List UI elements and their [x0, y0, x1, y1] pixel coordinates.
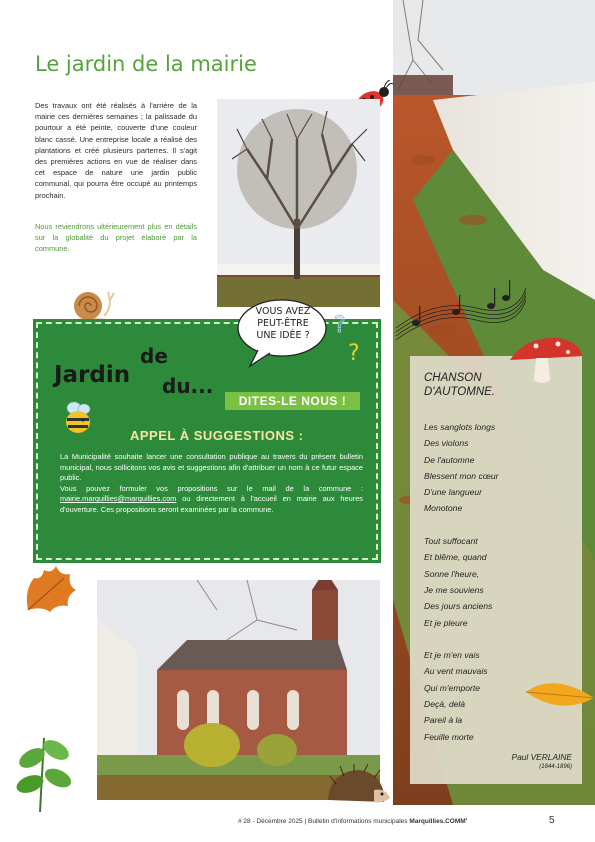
poem-line: Feuille morte: [424, 731, 474, 742]
suggestion-text: [60, 452, 363, 516]
intro-paragraph: Des travaux ont été réalisés à l'arrière de la mairie ces dernières semaines ; la palissade du pourtour a été peinte, couverte d'une couleur blanc cassé. Une entreprise locale a réalisé des plantations et créé plusieurs parterres. Il s'agit des premières actions en vue de réaliser dans cet espace de nature une jardin public communal, qui pourra être occupé au printemps prochain.: [35, 101, 197, 200]
poem-line: Je me souviens: [424, 584, 484, 595]
jardin-title-du: du...: [162, 374, 214, 398]
poem-line: Qui m'emporte: [424, 682, 481, 693]
poem-line: [424, 631, 499, 647]
poem-years: (1844-1896): [539, 764, 572, 770]
svg-text:?: ?: [348, 341, 360, 366]
bee-icon: [62, 400, 94, 441]
poem-line: Et je m'en vais: [424, 650, 480, 661]
page-title: Le jardin de la mairie: [35, 52, 257, 76]
intro-note: Nous reviendrons ultérieurement plus en détails sur la globalité du projet élaboré par la commune.: [35, 222, 197, 254]
bubble-text: VOUS AVEZ PEUT-ÊTRE UNE IDÉE ?: [255, 306, 311, 341]
poem-line: Et blême, quand: [424, 552, 487, 563]
green-leaves-icon: [10, 728, 80, 819]
poem-line: Sonne l'heure,: [424, 568, 480, 579]
poem-line: Des violons: [424, 438, 469, 449]
poem-line: D'une langueur: [424, 487, 483, 498]
page-number: 5: [549, 815, 555, 826]
email-link[interactable]: mairie.marquillies@marquillies.com: [60, 494, 177, 504]
poem-author: Paul VERLAINE: [511, 752, 572, 762]
poem-line: Deçà, delà: [424, 699, 466, 710]
footer: # 28 - Décembre 2025 | Bulletin d'informations municipales Marquillies.COMM': [238, 818, 468, 825]
question-mark-icon: [332, 310, 366, 375]
poem-line: Blessent mon cœur: [424, 470, 499, 481]
suggestion-paragraph-1: La Municipalité souhaite lancer une consultation publique au travers du présent bulletin municipal, nous sollicitons vos avis et suggestions afin d'attribuer un nom à ce futur espace public.: [60, 452, 363, 483]
poem-line: Et je pleure: [424, 617, 468, 628]
poem-line: De l'automne: [424, 454, 475, 465]
yellow-leaf-icon: [524, 672, 595, 721]
dites-le-nous-banner: DITES-LE NOUS !: [225, 392, 360, 410]
poem-title: CHANSON D'AUTOMNE.: [424, 372, 495, 398]
poem-line: Des jours anciens: [424, 601, 493, 612]
poem-line: [424, 517, 499, 533]
poem-line: Tout suffocant: [424, 536, 478, 547]
suggestion-paragraph-2: Vous pouvez formuler vos propositions sur le mail de la commune : mairie.marquillies@marquillies.com ou directement à l'accueil en mairie aux heures d'ouverture. Ces propositions seront examinées par la commune.: [60, 483, 364, 514]
tree-photo: [217, 99, 380, 307]
poem-line: Les sanglots longs: [424, 422, 496, 432]
poem-line: Au vent mauvais: [424, 666, 488, 677]
autumn-leaf-icon: [20, 560, 80, 623]
poem-line: Monotone: [424, 503, 463, 514]
appel-heading: APPEL À SUGGESTIONS :: [130, 428, 304, 443]
jardin-title: Jardin: [54, 362, 131, 388]
mushroom-icon: [506, 334, 584, 391]
jardin-title-de: de: [140, 344, 168, 368]
poem-lines: [424, 419, 499, 745]
poem-line: Pareil à la: [424, 715, 463, 726]
hedgehog-icon: [322, 764, 392, 813]
svg-text:?: ?: [334, 313, 346, 338]
